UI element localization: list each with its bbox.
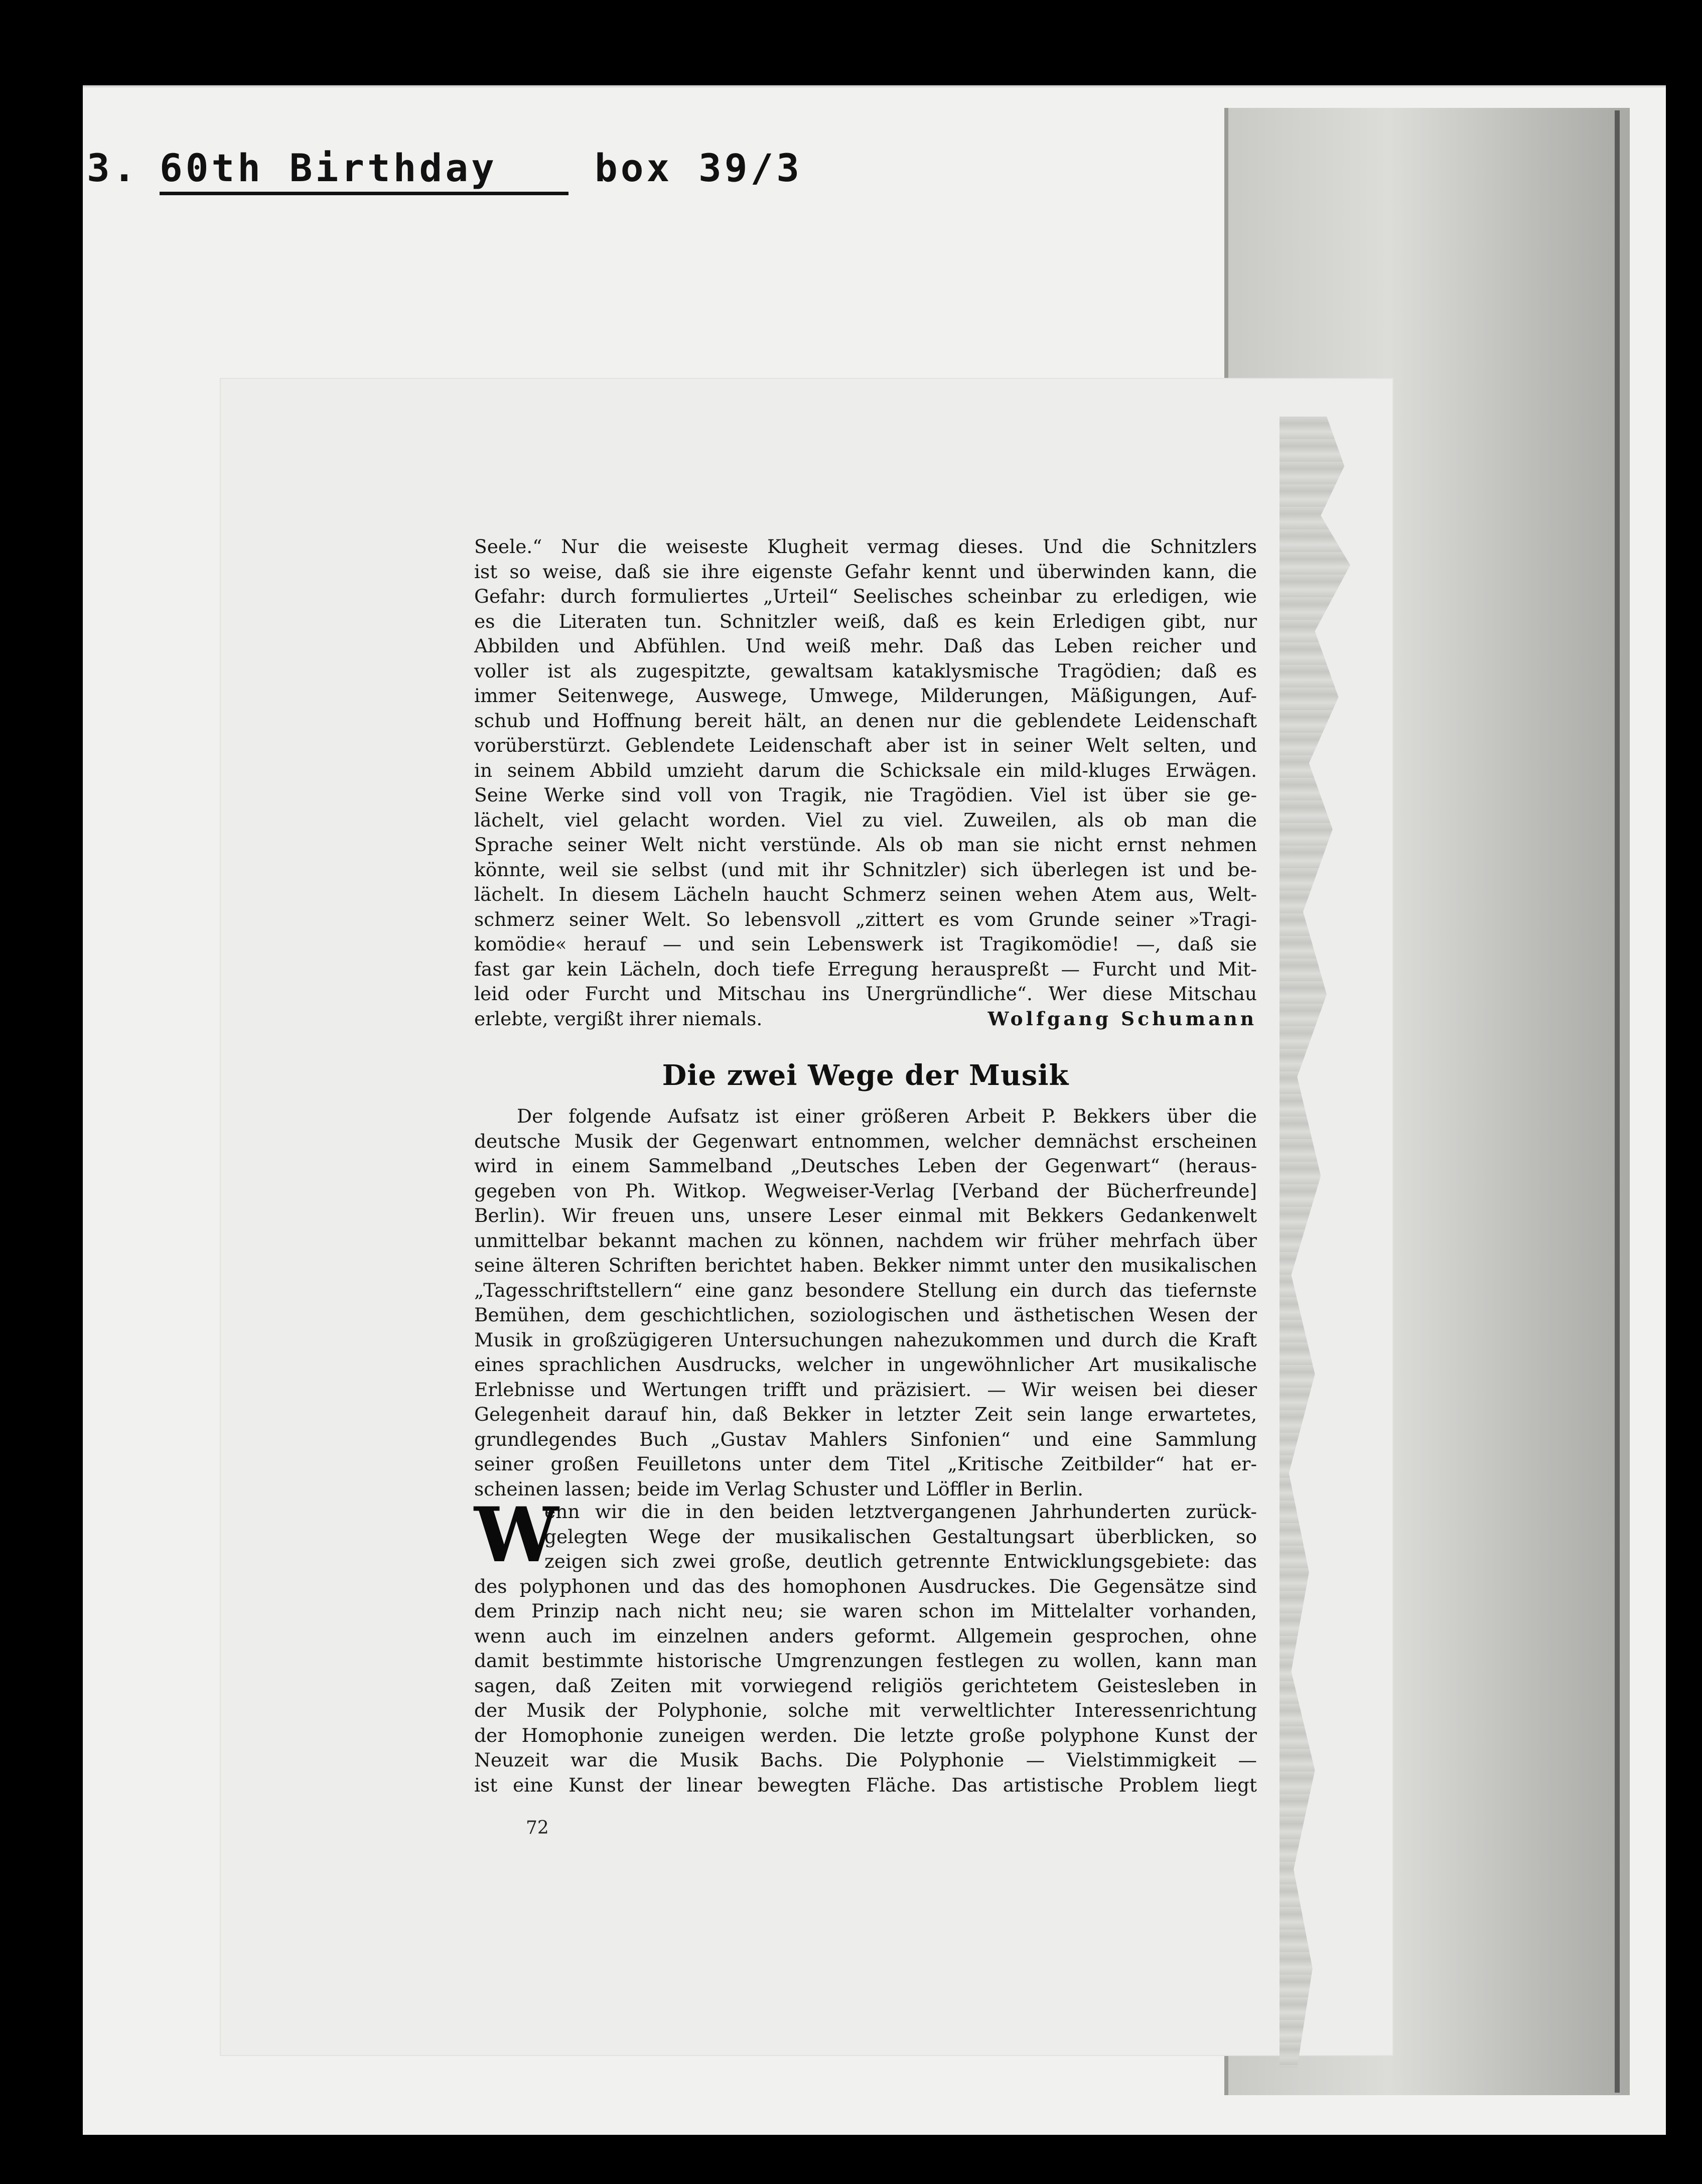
- section-body: [474, 1491, 1257, 1798]
- page-number: 72: [526, 1818, 549, 1838]
- body-line: dem Prinzip nach nicht neu; sie waren schon im Mittelalter vorhanden,: [474, 1600, 1257, 1622]
- body-line: gelegten Wege der musikalischen Gestaltungsart überblicken, so: [544, 1525, 1257, 1548]
- intro-line: Musik in großzügigeren Untersuchungen nahezukommen und durch die Kraft: [474, 1328, 1257, 1351]
- article-line: schmerz seiner Welt. So lebensvoll „zittert es vom Grunde seiner »Tragi-: [474, 908, 1257, 930]
- body-line: Neuzeit war die Musik Bachs. Die Polyphonie — Vielstimmigkeit —: [474, 1749, 1257, 1771]
- body-line: der Homophonie zuneigen werden. Die letzte große polyphone Kunst der: [474, 1724, 1257, 1746]
- article-line: immer Seitenwege, Auswege, Umwege, Milderungen, Mäßigungen, Auf-: [474, 685, 1257, 707]
- article-line: lächelt. In diesem Lächeln haucht Schmerz seinen wehen Atem aus, Welt-: [474, 883, 1257, 905]
- intro-line: seine älteren Schriften berichtet haben. Bekker nimmt unter den musikalischen: [474, 1254, 1257, 1276]
- label-underline: [160, 192, 569, 195]
- backing-page-edge: [1615, 110, 1620, 2093]
- article-line: leid oder Furcht und Mitschau ins Unergründliche“. Wer diese Mitschau: [474, 983, 1257, 1005]
- section-intro: [474, 1104, 1257, 1502]
- article-line: könnte, weil sie selbst (und mit ihr Schnitzler) sich überlegen ist und be-: [474, 858, 1257, 881]
- article-line: Seele.“ Nur die weiseste Klugheit vermag dieses. Und die Schnitzlers: [474, 535, 1257, 558]
- body-line: des polyphonen und das des homophonen Ausdruckes. Die Gegensätze sind: [474, 1575, 1257, 1597]
- intro-line: seiner großen Feuilletons unter dem Titel „Kritische Zeitbilder“ hat er-: [474, 1453, 1257, 1475]
- article-author: Wolfgang Schumann: [987, 1007, 1257, 1030]
- intro-line: eines sprachlichen Ausdrucks, welcher in ungewöhnlicher Art musikalische: [474, 1353, 1257, 1376]
- intro-line: wird in einem Sammelband „Deutsches Leben der Gegenwart“ (heraus-: [474, 1155, 1257, 1177]
- intro-line: Gelegenheit darauf hin, daß Bekker in letzter Zeit sein lange erwartetes,: [474, 1403, 1257, 1425]
- article-line: fast gar kein Lächeln, doch tiefe Erregung herauspreßt — Furcht und Mit-: [474, 958, 1257, 980]
- intro-line: Bemühen, dem geschichtlichen, soziologischen und ästhetischen Wesen der: [474, 1304, 1257, 1326]
- intro-line: unmittelbar bekannt machen zu können, nachdem wir früher mehrfach über: [474, 1229, 1257, 1252]
- body-line: wenn auch im einzelnen anders geformt. Allgemein gesprochen, ohne: [474, 1624, 1257, 1647]
- article-line: ist so weise, daß sie ihre eigenste Gefahr kennt und überwinden kann, die: [474, 560, 1257, 583]
- article-continuation: [474, 534, 1257, 1031]
- archive-label: [83, 146, 810, 206]
- body-line: ist eine Kunst der linear bewegten Fläche. Das artistische Problem liegt: [474, 1773, 1257, 1796]
- intro-line: deutsche Musik der Gegenwart entnommen, welcher demnächst erscheinen: [474, 1130, 1257, 1152]
- body-line: damit bestimmte historische Umgrenzungen festlegen zu wollen, kann man: [474, 1650, 1257, 1672]
- label-box-number: box 39/3: [595, 146, 803, 190]
- label-number: 3.: [87, 146, 139, 190]
- section-heading: Die zwei Wege der Musik: [662, 1059, 1069, 1092]
- article-last-line: erlebte, vergißt ihrer niemals.: [474, 1007, 763, 1030]
- article-line: komödie« herauf — und sein Lebenswerk ist Tragikomödie! —, daß sie: [474, 933, 1257, 955]
- intro-line: gegeben von Ph. Witkop. Wegweiser-Verlag [Verband der Bücherfreunde]: [474, 1179, 1257, 1202]
- article-line: Seine Werke sind voll von Tragik, nie Tragödien. Viel ist über sie ge-: [474, 784, 1257, 806]
- article-line: Sprache seiner Welt nicht verstünde. Als ob man sie nicht ernst nehmen: [474, 834, 1257, 856]
- intro-line: Der folgende Aufsatz ist einer größeren Arbeit P. Bekkers über die: [517, 1105, 1257, 1127]
- article-line: Gefahr: durch formuliertes „Urteil“ Seelisches scheinbar zu erledigen, wie: [474, 585, 1257, 607]
- label-title: 60th Birthday: [160, 146, 497, 190]
- body-line: enn wir die in den beiden letztvergangenen Jahrhunderten zurück-: [544, 1500, 1257, 1523]
- article-line: es die Literaten tun. Schnitzler weiß, daß es kein Erledigen gibt, nur: [474, 610, 1257, 632]
- intro-line: Erlebnisse und Wertungen trifft und präzisiert. — Wir weisen bei dieser: [474, 1378, 1257, 1401]
- article-line: Abbilden und Abfühlen. Und weiß mehr. Daß das Leben reicher und: [474, 635, 1257, 657]
- article-line: vorüberstürzt. Geblendete Leidenschaft aber ist in seiner Welt selten, und: [474, 734, 1257, 756]
- article-line: in seinem Abbild umzieht darum die Schicksale ein mild-kluges Erwägen.: [474, 759, 1257, 781]
- intro-line: grundlegendes Buch „Gustav Mahlers Sinfonien“ und eine Sammlung: [474, 1428, 1257, 1450]
- intro-line: Berlin). Wir freuen uns, unsere Leser einmal mit Bekkers Gedankenwelt: [474, 1204, 1257, 1226]
- article-line: schub und Hoffnung bereit hält, an denen nur die geblendete Leidenschaft: [474, 709, 1257, 732]
- body-line: der Musik der Polyphonie, solche mit verweltlichter Interessenrichtung: [474, 1699, 1257, 1721]
- body-line: zeigen sich zwei große, deutlich getrennte Entwicklungsgebiete: das: [544, 1550, 1257, 1572]
- body-line: sagen, daß Zeiten mit vorwiegend religiös gerichtetem Geistesleben in: [474, 1674, 1257, 1697]
- article-line: voller ist als zugespitzte, gewaltsam kataklysmische Tragödien; daß es: [474, 659, 1257, 682]
- intro-line: „Tagesschriftstellern“ eine ganz besondere Stellung ein durch das tiefernste: [474, 1279, 1257, 1301]
- article-line: lächelt, viel gelacht worden. Viel zu viel. Zuweilen, als ob man die: [474, 808, 1257, 831]
- dropcap-letter: W: [474, 1491, 559, 1579]
- intro-last-line: scheinen lassen; beide im Verlag Schuster und Löffler in Berlin.: [474, 1477, 1084, 1500]
- signature-line: [474, 1007, 1257, 1032]
